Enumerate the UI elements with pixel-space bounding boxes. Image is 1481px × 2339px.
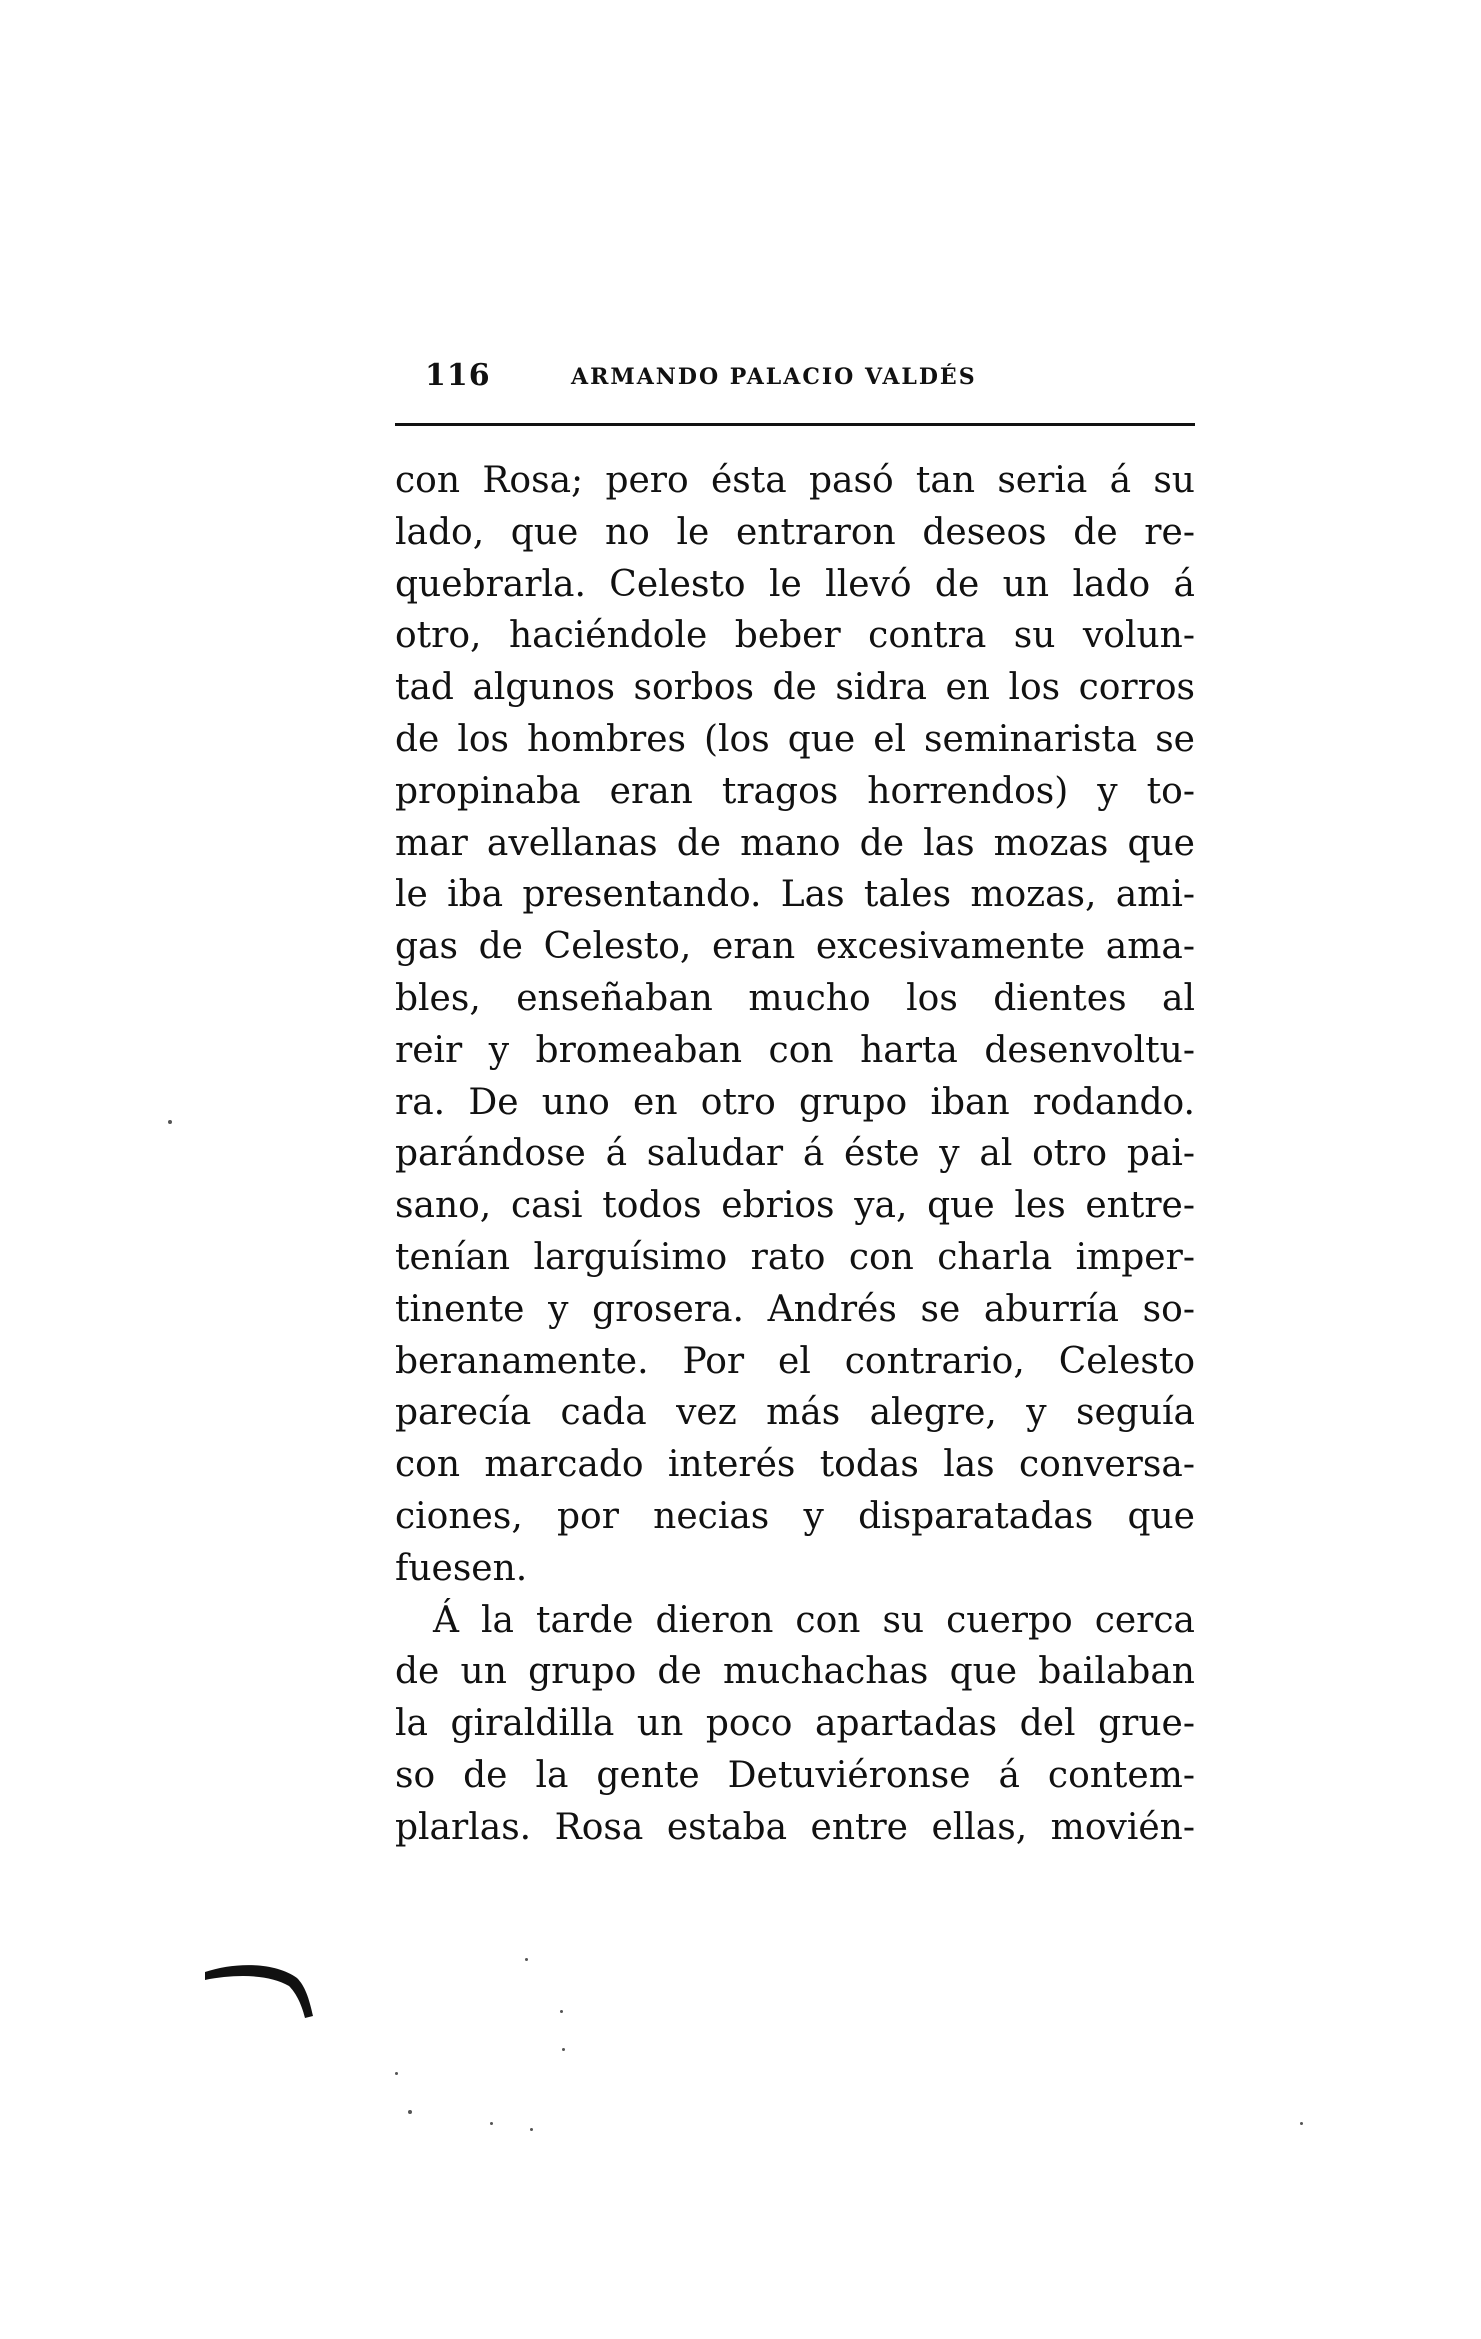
text-line: ciones, por necias y disparatadas que <box>395 1495 1195 1537</box>
text-line: sano, casi todos ebrios ya, que les entre- <box>395 1185 1195 1227</box>
scan-speck <box>530 2128 533 2131</box>
scan-speck <box>395 2072 398 2075</box>
scan-speck <box>560 2010 563 2013</box>
scan-speck <box>168 1120 172 1124</box>
text-line: mar avellanas de mano de las mozas que <box>395 822 1195 864</box>
scan-speck <box>562 2048 565 2051</box>
paragraph-2 <box>395 1595 1195 1854</box>
text-line: plarlas. Rosa estaba entre ellas, movién- <box>395 1806 1195 1848</box>
text-line: reir y bromeaban con harta desenvoltu- <box>395 1029 1195 1071</box>
text-line: de los hombres (los que el seminarista se <box>395 718 1195 760</box>
page-number: 116 <box>425 358 491 393</box>
body-text <box>395 455 1195 1854</box>
text-line: con marcado interés todas las conversa- <box>395 1444 1195 1486</box>
text-line: otro, haciéndole beber contra su volun- <box>395 615 1195 657</box>
text-line: quebrarla. Celesto le llevó de un lado á <box>395 563 1195 605</box>
text-line: le iba presentando. Las tales mozas, ami- <box>395 874 1195 916</box>
text-line: tinente y grosera. Andrés se aburría so- <box>395 1288 1195 1330</box>
text-line: beranamente. Por el contrario, Celesto <box>395 1340 1195 1382</box>
text-line: la giraldilla un poco apartadas del grue- <box>395 1703 1195 1745</box>
header-rule <box>395 423 1195 426</box>
text-line: tad algunos sorbos de sidra en los corros <box>395 667 1195 709</box>
text-line: ra. De uno en otro grupo iban rodando. <box>395 1081 1195 1123</box>
ink-blot-mark <box>205 1958 335 2018</box>
text-line: propinaba eran tragos horrendos) y to- <box>395 770 1195 812</box>
scan-speck <box>525 1958 528 1961</box>
text-line: tenían larguísimo rato con charla imper- <box>395 1236 1195 1278</box>
text-line: parecía cada vez más alegre, y seguía <box>395 1392 1195 1434</box>
text-line: gas de Celesto, eran excesivamente ama- <box>395 926 1195 968</box>
text-line: de un grupo de muchachas que bailaban <box>395 1651 1195 1693</box>
scan-speck <box>1300 2122 1303 2125</box>
scan-speck <box>490 2122 493 2125</box>
text-line: Á la tarde dieron con su cuerpo cerca <box>433 1599 1195 1641</box>
text-line: parándose á saludar á éste y al otro pai- <box>395 1133 1195 1175</box>
text-line: con Rosa; pero ésta pasó tan seria á su <box>395 460 1195 501</box>
paragraph-1 <box>395 455 1195 1595</box>
scan-speck <box>408 2110 412 2114</box>
running-title: ARMANDO PALACIO VALDÉS <box>571 364 977 390</box>
text-line: fuesen. <box>395 1547 528 1589</box>
text-line: lado, que no le entraron deseos de re- <box>395 511 1195 553</box>
running-head <box>395 358 1195 408</box>
text-line: so de la gente Detuviéronse á contem- <box>395 1754 1195 1796</box>
text-line: bles, enseñaban mucho los dientes al <box>395 977 1195 1019</box>
